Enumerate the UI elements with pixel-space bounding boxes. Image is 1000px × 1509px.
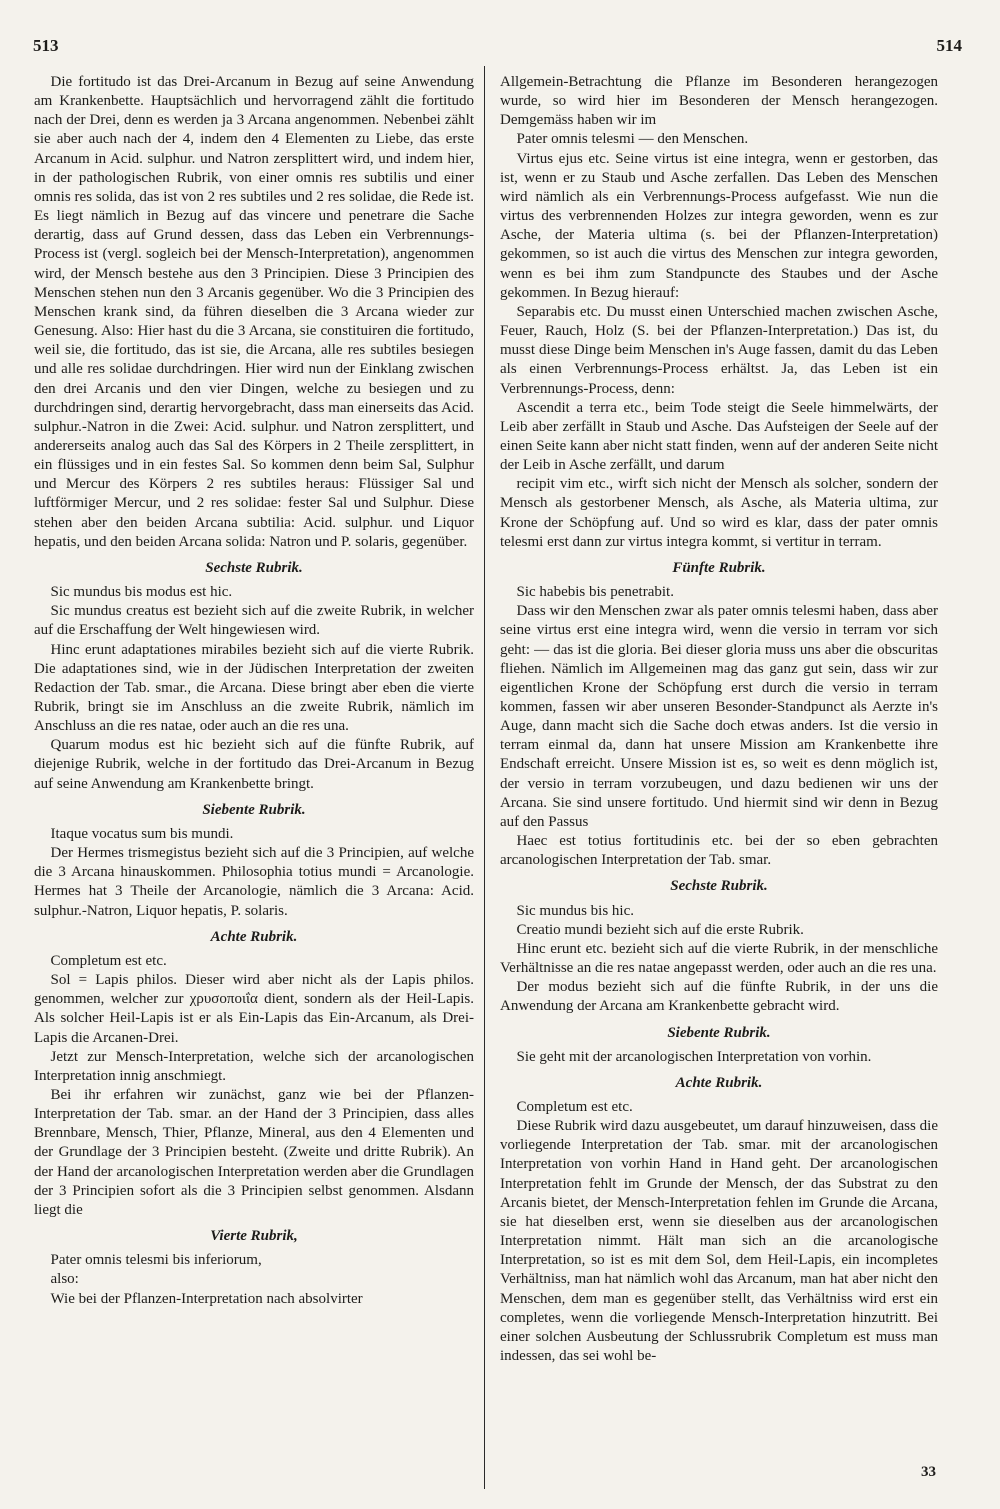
paragraph: Der Hermes trismegistus bezieht sich auf die 3 Principien, auf welche die 3 Arcana hinauskommen. Philosophia totius mundi = Arcanologie. Hermes hat 3 Theile der Arcanologie, nämlich die 3 Arcana: Acid. sulphur.-Natron, Liquor hepatis, P. solaris. — [34, 845, 474, 919]
page-number-left: 513 — [33, 36, 59, 55]
section-heading: Siebente Rubrik. — [667, 1024, 771, 1041]
paragraph: Sic mundus creatus est bezieht sich auf die zweite Rubrik, in welcher auf die Erschaffung der Welt hingewiesen wird. — [34, 603, 474, 639]
paragraph: Die fortitudo ist das Drei-Arcanum in Bezug auf seine Anwendung am Krankenbette. Hauptsächlich und hervorragend zählt die fortitudo nach der Drei, denn es werden ja 3 Arcana angenommen. Nebenbei zählt sie aber auch nach der 4, indem den 4 Elementen zu Liebe, das erste Arcanum in Acid. sulphur. und Natron zersplittert wird, und indem hier, in der pathologischen Rubrik, von einer omnis res subtilis und einer omnis res solida, das ist von 2 res subtiles und 2 res solidae, die Rede ist. Es liegt nämlich in Bezug auf das vincere und penetrare die Sache derartig, dass auf Grund dessen, dass das Leben ein Verbrennungs-Process ist (vergl. sogleich bei der Mensch-Interpretation), angenommen wird, der Mensch bestehe aus den 3 Principien. Diese 3 Principien des Menschen stehen nun den 3 Arcanis gegenüber. Wo die 3 Principien des Menschen krank sind, da führen dieselben die 3 Arcana wieder zur Genesung. Also: Hier hast du die 3 Arcana, sie constituiren die fortitudo, weil sie, die fortitudo, das ist sie, die Arcana, alle res subtiles besiegen und alle res solidae durchdringen. Hier wird nun der Einklang zwischen den drei Arcanis und den vier Dingen, welche zu besiegen und zu durchdringen sind, derartig hervorgebracht, dass man einerseits das Acid. sulphur.-Natron in die Zwei: Acid. sulphur. und Natron zersplittert, und andererseits analog auch das Sal des Körpers in 2 Theile zersplittert, in ein flüssiges und in ein festes Sal. So kommen denn beim Sal, Sulphur und Mercur des Körpers 2 res subtiles heraus: Flüssiger Sal und luftförmiger Mercur, und 2 res solidae: fester Sal und Sulphur. Diese stehen aber den beiden Arcana subtilia: Acid. sulphur. und Liquor hepatis, und den beiden Arcana solida: Natron und P. solaris, gegenüber. — [34, 74, 475, 550]
paragraph: Dass wir den Menschen zwar als pater omnis telesmi haben, dass aber seine virtus erst eine integra wird, wenn die versio in terram vor sich geht: — das ist die gloria. Bei dieser gloria muss uns aber die obscuritas fliehen. Nämlich im Allgemeinen mag das ganz gut sein, dass wir zur eigentlichen Krone der Schöpfung erst durch die versio in terram kommen, fassen wir aber unseren Besonder-Standpunct als Aerzte in's Auge, dann macht sich die Sache doch etwas anders. Ist die versio in terram einmal da, dann hat unsere Mission am Krankenbette ihre Endschaft erreicht. Unsere Mission ist es, so weit es denn möglich ist, der versio in terram vorzubeugen, und dazu bedienen wir uns der Arcana. Sie sind unsere fortitudo. Und hiermit sind wir denn in Bezug auf den Passus — [500, 603, 938, 830]
paragraph: Bei ihr erfahren wir zunächst, ganz wie bei der Pflanzen-Interpretation der Tab. smar. an der Hand der 3 Principien, dass alles Brennbare, Mensch, Thier, Pflanze, Mineral, aus den 4 Elementen und der Grundlage der 3 Principien besteht. (Zweite und dritte Rubrik). An der Hand der arcanologischen Interpretation werden aber die Grundlagen der 3 Principien sofort als die 3 Principien selbst genommen. Alsdann liegt die — [34, 1086, 474, 1218]
section-heading: Vierte Rubrik, — [210, 1228, 298, 1245]
paragraph: Creatio mundi bezieht sich auf die erste Rubrik. — [516, 921, 804, 938]
paragraph: Separabis etc. Du musst einen Unterschied machen zwischen Asche, Feuer, Rauch, Holz (S. bei der Pflanzen-Interpretation.) Das ist, du musst diese Dinge beim Menschen in's Auge fassen, damit du das Leben als einen Verbrennungs-Process erhältst. Ja, das Leben ist ein Verbrennungs-Process, denn: — [500, 303, 938, 397]
paragraph: Hinc erunt etc. bezieht sich auf die vierte Rubrik, in der menschliche Verhältnisse an die res natae angepasst werden, oder auch an die res una. — [500, 940, 938, 977]
paragraph: Completum est etc. — [516, 1098, 633, 1115]
section-heading: Fünfte Rubrik. — [672, 559, 766, 576]
paragraph: Haec est totius fortitudinis etc. bei der so eben gebrachten arcanologischen Interpretation der Tab. smar. — [500, 833, 938, 869]
section-heading: Achte Rubrik. — [210, 928, 298, 945]
paragraph: Jetzt zur Mensch-Interpretation, welche sich der arcanologischen Interpretation innig anschmiegt. — [34, 1048, 474, 1084]
paragraph: Sic mundus bis modus est hic. — [50, 584, 233, 601]
paragraph: Sol = Lapis philos. Dieser wird aber nicht als der Lapis philos. genommen, welcher zur χρυσοποιΐα dient, sondern als der Heil-Lapis. Als solcher Heil-Lapis ist er als Ein-Lapis das Ein-Arcanum, als Drei-Lapis die Arcanen-Drei. — [34, 972, 474, 1046]
paragraph: Allgemein-Betrachtung die Pflanze im Besonderen herangezogen wurde, so wird hier im Besonderen der Mensch herangezogen. Demgemäss haben wir im — [500, 74, 938, 129]
column-divider — [484, 66, 485, 1489]
paragraph: Sic mundus bis hic. — [516, 902, 635, 919]
section-heading: Sechste Rubrik. — [205, 559, 303, 576]
paragraph: Itaque vocatus sum bis mundi. — [50, 825, 234, 842]
paragraph: also: — [50, 1271, 79, 1288]
left-column — [34, 73, 474, 1309]
paragraph: Sie geht mit der arcanologischen Interpretation von vorhin. — [516, 1048, 872, 1065]
paragraph: Quarum modus est hic bezieht sich auf die fünfte Rubrik, auf diejenige Rubrik, welche in der fortitudo das Drei-Arcanum in Bezug auf seine Anwendung am Krankenbette bringt. — [34, 737, 474, 792]
paragraph: Hinc erunt adaptationes mirabiles bezieht sich auf die vierte Rubrik. Die adaptationes sind, wie in der Jüdischen Interpretation der zweiten Redaction der Tab. smar., die Arcana. Diese bringt aber eben die vierte Rubrik, bringt sie im Anschluss an die zweite Rubrik, nämlich im Anschluss an die res natae, oder auch an die res una. — [34, 641, 474, 735]
right-column — [500, 73, 938, 1366]
paragraph: recipit vim etc., wirft sich nicht der Mensch als solcher, sondern der Mensch als gestorbener Mensch, als Asche, als Materia ultima, zur Krone der Schöpfung auf. Und so wird es klar, dass der pater omnis telesmi erst dann zur virtus integra kommt, si vertitur in terram. — [500, 476, 938, 550]
paragraph: Completum est etc. — [50, 952, 167, 969]
paragraph: Wie bei der Pflanzen-Interpretation nach absolvirter — [50, 1290, 363, 1307]
section-heading: Sechste Rubrik. — [670, 878, 768, 895]
paragraph: Pater omnis telesmi — den Menschen. — [516, 131, 749, 148]
paragraph: Pater omnis telesmi bis inferiorum, — [50, 1252, 262, 1269]
paragraph: Virtus ejus etc. Seine virtus ist eine integra, wenn er gestorben, das ist, wenn er zu Staub und Asche zerfallen. Das Leben des Menschen wird nämlich als ein Verbrennungs-Process aufgefasst. Wie nun die virtus des verbrennenden Holzes zur integra geworden, wenn es zur Asche, der Materia ultima (s. bei der Pflanzen-Interpretation) gekommen, so ist auch die virtus des Menschen zur integra geworden, wenn es bei ihm zum Standpuncte des Staubes und der Asche gekommen. In Bezug hierauf: — [500, 150, 938, 301]
paragraph: Sic habebis bis penetrabit. — [516, 584, 674, 601]
section-heading: Siebente Rubrik. — [202, 801, 306, 818]
paragraph: Diese Rubrik wird dazu ausgebeutet, um darauf hinzuweisen, dass die vorliegende Interpretation der Tab. smar. mit der arcanologischen Interpretation von vorhin Hand in Hand geht. Der arcanologischen Interpretation fehlt im Grunde der Mensch, der das Substrat zu den Arcanis bietet, der Mensch-Interpretation fehlen im Grunde die Arcana, sie hat dieselben erst, wenn sie dieselben aus der arcanologischen Interpretation nimmt. Hält man sich an die arcanologische Interpretation, so ist es mit dem Sol, dem Heil-Lapis, ein incompletes Verhältniss, man hat nämlich wohl das Arcanum, man hat aber nicht den Menschen, dem man es gegenüber stellt, das Verhältniss wird erst ein completes, wenn die vorliegende Mensch-Interpretation hinzutritt. Bei einer solchen Ausbeutung der Schlussrubrik Completum est muss man indessen, das sei wohl be- — [500, 1118, 938, 1364]
paragraph: Der modus bezieht sich auf die fünfte Rubrik, in der uns die Anwendung der Arcana am Krankenbette gebracht wird. — [500, 979, 938, 1015]
paragraph: Ascendit a terra etc., beim Tode steigt die Seele himmelwärts, der Leib aber zerfällt in Staub und Asche. Das Aufsteigen der Seele auf der einen Seite kann aber nicht statt finden, wenn auf der anderen Seite nicht der Leib in Asche zerfällt, und darum — [500, 399, 938, 474]
signature-mark: 33 — [921, 1464, 936, 1480]
page-number-right: 514 — [936, 36, 962, 55]
section-heading: Achte Rubrik. — [675, 1074, 763, 1091]
